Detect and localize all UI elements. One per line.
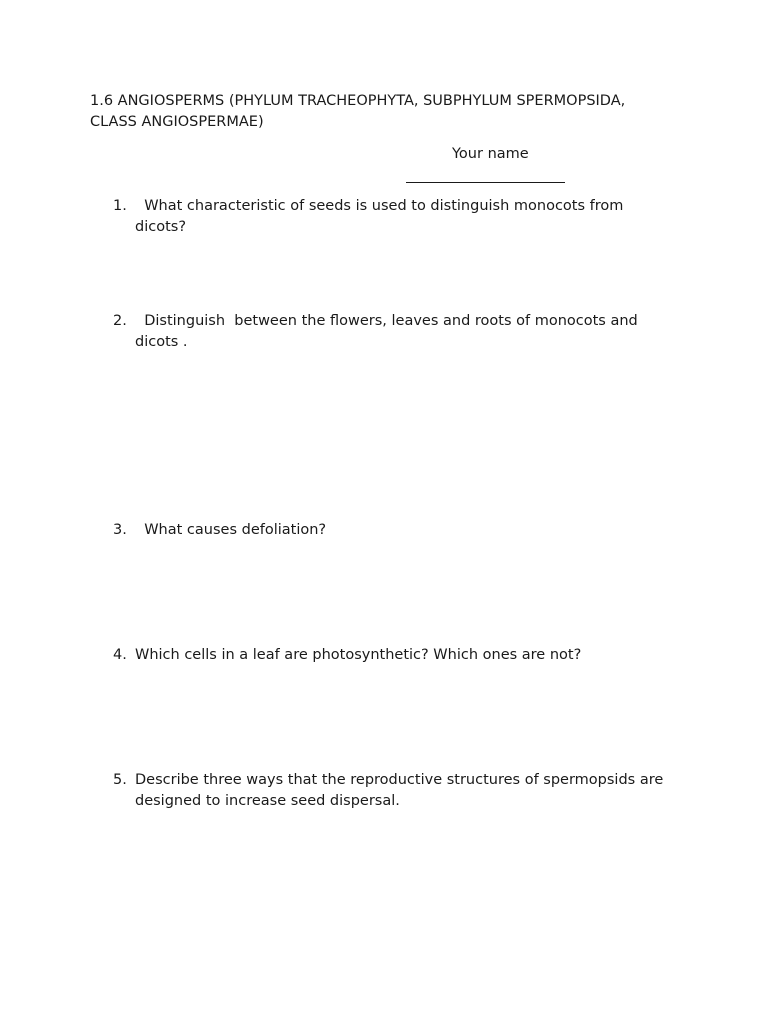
question-number: 4. [113, 647, 127, 663]
question-number: 1. [113, 198, 127, 214]
question-text: What causes defoliation? [135, 522, 327, 538]
name-underline [406, 182, 565, 183]
question-number: 5. [113, 772, 127, 788]
question-text: Distinguish between the flowers, leaves and roots of monocots and dicots . [135, 313, 643, 350]
question-number: 2. [113, 313, 127, 329]
question-number: 3. [113, 522, 127, 538]
worksheet-heading: 1.6 ANGIOSPERMS (PHYLUM TRACHEOPHYTA, SUBPHYLUM SPERMOPSIDA, CLASS ANGIOSPERMAE) [90, 93, 626, 130]
question-text: What characteristic of seeds is used to distinguish monocots from dicots? [135, 198, 628, 235]
question-text: Describe three ways that the reproductive structures of spermopsids are designed to increase seed dispersal. [135, 772, 668, 809]
question-text: Which cells in a leaf are photosynthetic? Which ones are not? [135, 647, 582, 663]
name-label: Your name [452, 146, 529, 162]
